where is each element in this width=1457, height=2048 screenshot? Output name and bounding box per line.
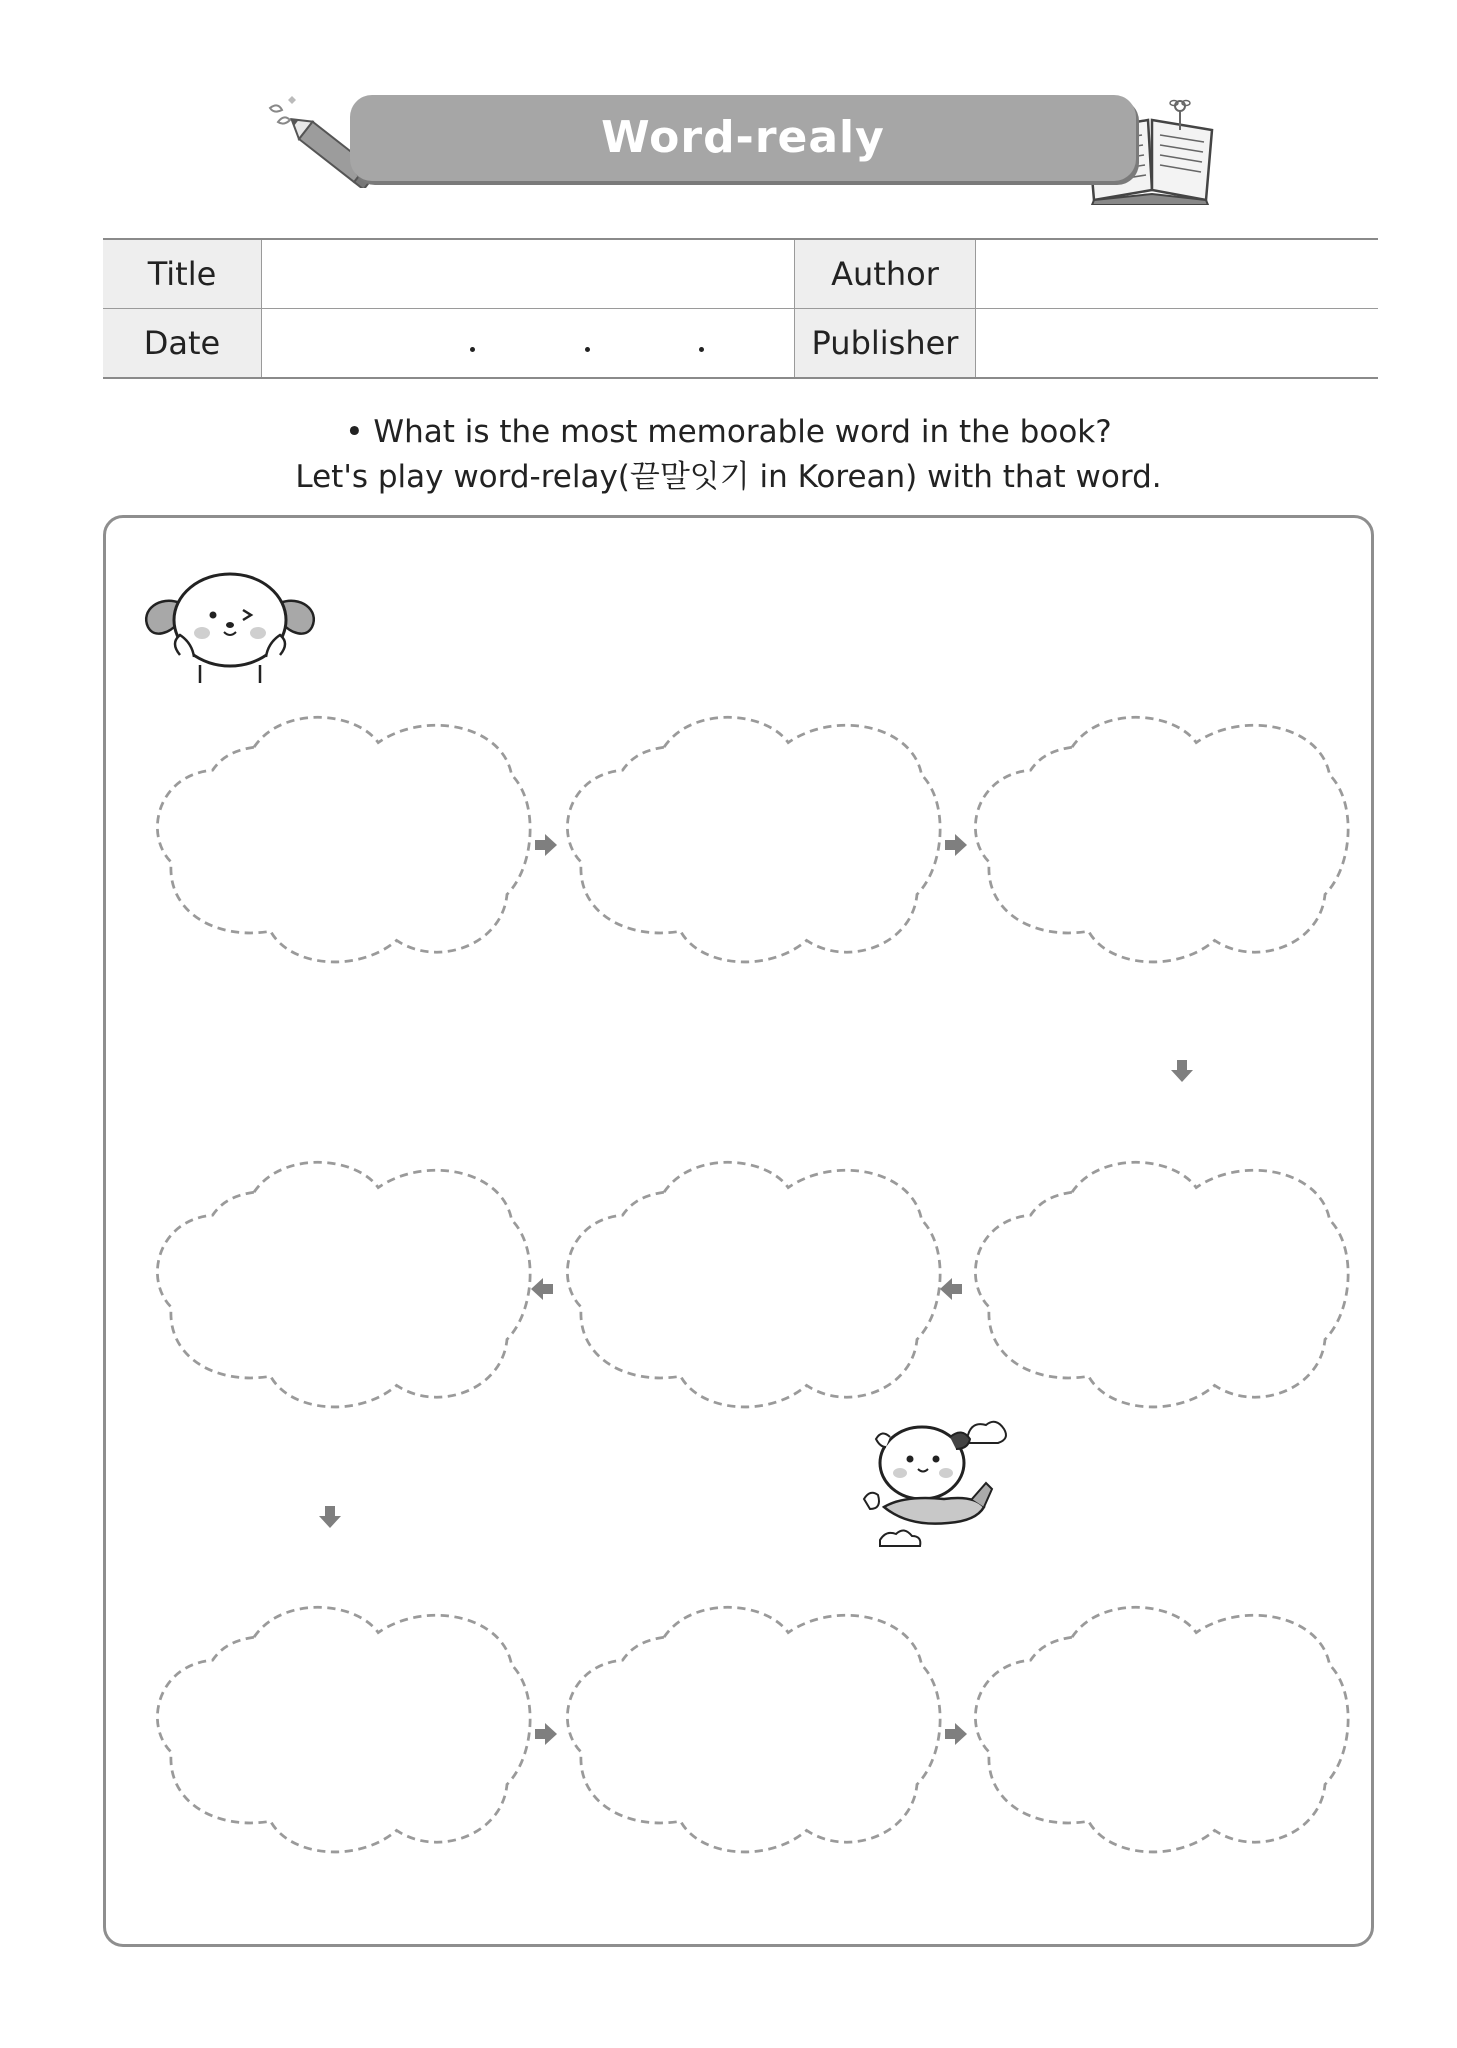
word-cloud-box[interactable] [157, 717, 530, 962]
publisher-label: Publisher [795, 309, 976, 379]
page-title: Word-realy [601, 112, 885, 163]
flow-arrow-icon [319, 1506, 341, 1528]
title-label: Title [103, 239, 262, 309]
flow-arrow-icon [531, 1278, 553, 1300]
puppy-mascot-icon [140, 565, 320, 685]
word-cloud-box[interactable] [157, 1607, 530, 1852]
instruction-question: • What is the most memorable word in the book? [345, 414, 1112, 450]
word-cloud-box[interactable] [975, 1162, 1348, 1407]
word-cloud-box[interactable] [567, 717, 940, 962]
flow-arrow-icon [1171, 1060, 1193, 1082]
date-label: Date [103, 309, 262, 379]
flow-arrow-icon [945, 834, 967, 856]
word-cloud-box[interactable] [567, 1162, 940, 1407]
bear-on-plane-mascot-icon [860, 1415, 1010, 1565]
flow-arrow-icon [945, 1723, 967, 1745]
flow-arrow-icon [535, 1723, 557, 1745]
flow-arrow-icon [940, 1278, 962, 1300]
word-cloud-box[interactable] [975, 1607, 1348, 1852]
instruction-task: Let's play word-relay(끝말잇기 in Korean) with that word. [295, 459, 1162, 495]
word-cloud-box[interactable] [157, 1162, 530, 1407]
word-cloud-box[interactable] [975, 717, 1348, 962]
word-cloud-box[interactable] [567, 1607, 940, 1852]
author-label: Author [795, 239, 976, 309]
flow-arrow-icon [535, 834, 557, 856]
